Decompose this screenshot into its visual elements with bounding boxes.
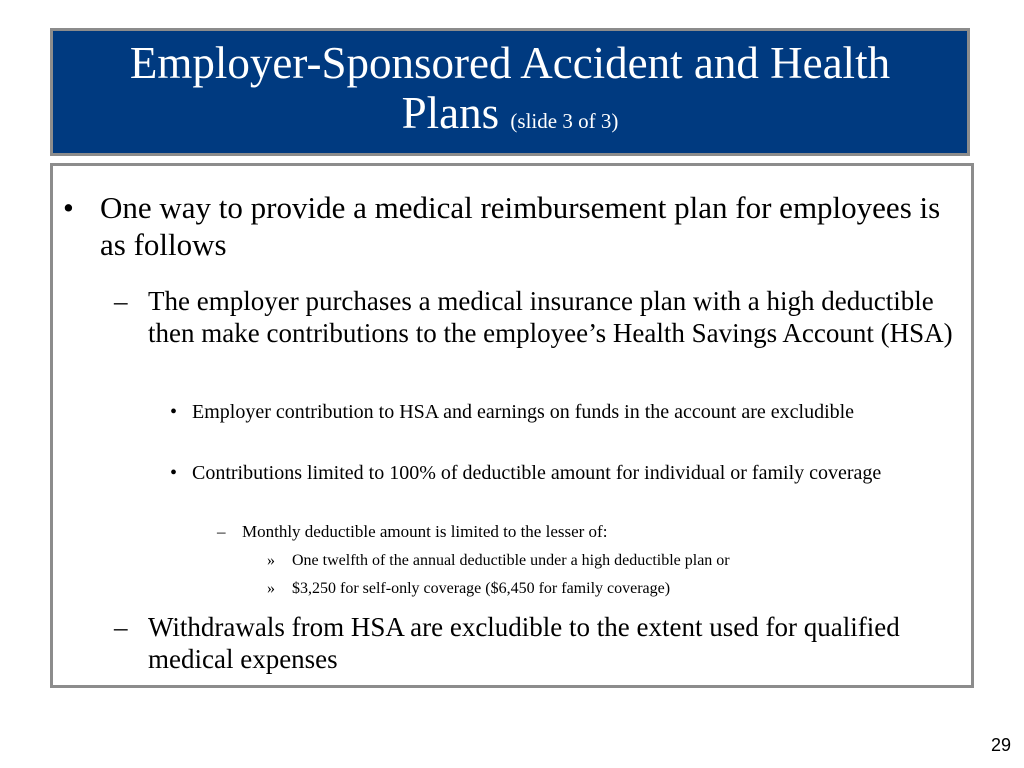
bullet-level2 <box>114 611 958 675</box>
page-number: 29 <box>990 735 1011 755</box>
dash-marker: – <box>114 612 128 642</box>
bullet-text: Withdrawals from HSA are excludible to the extent used for qualified medical expenses <box>148 612 900 674</box>
bullet-text: One way to provide a medical reimbursement plan for employees is as follows <box>100 190 941 262</box>
bullet-level1 <box>63 189 970 263</box>
bullet-text: Contributions limited to 100% of deductible amount for individual or family coverage <box>192 462 882 484</box>
bullet-text: Monthly deductible amount is limited to the lesser of: <box>242 522 608 541</box>
bullet-level4 <box>217 521 942 542</box>
slide-title-main: Plans <box>401 88 500 138</box>
slide-title-banner <box>50 28 970 156</box>
dash-marker: – <box>217 522 226 541</box>
bullet-marker: • <box>63 190 74 225</box>
bullet-level3 <box>170 399 962 426</box>
slide-title-line-1: Employer-Sponsored Accident and Health <box>129 38 891 88</box>
slide-title-subtitle: (slide 3 of 3) <box>510 109 619 133</box>
bullet-marker: • <box>170 462 178 484</box>
bullet-text: The employer purchases a medical insurance plan with a high deductible then make contributions to the employee’s Health Savings Account (HSA) <box>148 286 953 348</box>
bullet-level5 <box>267 579 952 599</box>
slide-title-line-2 <box>53 88 967 146</box>
chevron-marker: » <box>267 552 275 569</box>
dash-marker: – <box>114 286 128 316</box>
bullet-level2 <box>114 285 958 349</box>
bullet-text: $3,250 for self-only coverage ($6,450 for family coverage) <box>292 580 671 597</box>
bullet-text: One twelfth of the annual deductible under a high deductible plan or <box>292 552 730 569</box>
bullet-text: Employer contribution to HSA and earnings on funds in the account are excludible <box>192 401 855 423</box>
bullet-marker: • <box>170 401 178 423</box>
bullet-level5 <box>267 551 952 571</box>
slide-content-box <box>50 163 974 688</box>
chevron-marker: » <box>267 580 275 597</box>
bullet-level3 <box>170 460 962 487</box>
